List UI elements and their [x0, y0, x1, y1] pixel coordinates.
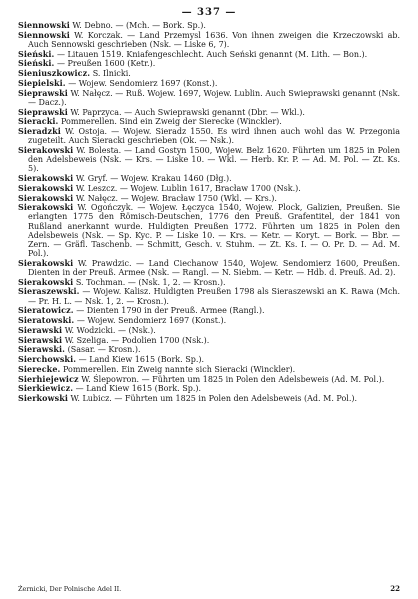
footer-source: Żernicki, Der Polnische Adel II. [18, 585, 122, 593]
entry-surname: Sierakowski [18, 173, 74, 184]
entry-text: — Litauen 1519. Kniafengeschlecht. Auch Seński genannt (M. Lith. — Bon.). [56, 49, 368, 59]
entry-text: Pommerellen. Sind ein Zweig der Sierecke (Winckler). [61, 117, 282, 127]
entry-text: W. Ogończyk. — Wojew. Łęczyca 1540, Wojew. Plock, Galizien, Preußen. Sie erlangten 1775 den Römisch-Deutschen, 1776 den Preuß. Grafentitel, der 1841 von Rußland anerkannt wurde. Huldigten Preußen 1772. Führten um 1825 in Polen den Adelsbeweis (Nsk. — Sp. Kyc. P. — Liske 10. — Krs. — Ketr. — Koryt. — Bork. — Bbr. — Zern. — Gräfl. Taschenb. — Schmitt, Gesch. v. Stuhm. — Zt. Ks. I. — O. Pr. D. — Ad. M. Pol.). [28, 203, 401, 259]
entry-text: W. Gryf. — Wojew. Krakau 1460 (Dłg.). [75, 174, 232, 184]
entry-text: W. Bolesta. — Land Gostyn 1500, Wojew. Belz 1620. Führten um 1825 in Polen den Adelsbeweis (Nsk. — Krs. — Liske 10. — Wkl. — Herb. Kr. P. — Ad. M. Pol. — Zt. Ks. 5). [28, 145, 401, 174]
list-item [18, 117, 400, 126]
list-item [18, 355, 400, 364]
list-item [18, 394, 400, 403]
entry-surname: Sierawski [18, 324, 63, 335]
list-item [18, 79, 400, 88]
entry-text: W. Lubicz. — Führten um 1825 in Polen den Adelsbeweis (Ad. M. Pol.). [70, 394, 358, 404]
entry-text: W. Szeliga. — Podolien 1700 (Nsk.). [64, 335, 210, 345]
entry-text: — Wojew. Sendomierz 1697 (Konst.). [68, 78, 218, 88]
list-item [18, 384, 400, 393]
list-item [18, 316, 400, 325]
entry-surname: Sierakowski [18, 202, 74, 213]
entry-text: — Land Kiew 1615 (Bork. Sp.). [75, 384, 202, 394]
entry-text: — Wojew. Kalisz. Huldigten Preußen 1798 als Sieraszewski an K. Rawa (Mch. — Pr. H. L. — Nsk. 1, 2. — Krosn.). [28, 287, 400, 306]
entry-surname: Sieprawski [18, 87, 68, 98]
list-item [18, 50, 400, 59]
entry-text: W. Prawdzic. — Land Ciechanow 1540, Wojew. Sendomierz 1600, Preußen. Dienten in der Preuß. Armee (Nsk. — Rangl. — N. Siebm. — Ketr. — Hdb. d. Preuß. Ad. 2). [28, 258, 400, 277]
entry-surname: Sierakowski [18, 192, 74, 203]
list-item [18, 21, 400, 30]
entry-surname: Sierakowski [18, 144, 74, 155]
entry-surname: Sierawski [18, 334, 63, 345]
entry-text: W. Paprzyca. — Auch Swieprawski genannt (Dbr. — Wkl.). [70, 107, 305, 117]
list-item [18, 174, 400, 183]
list-item [18, 108, 400, 117]
list-item [18, 259, 400, 277]
list-item [18, 306, 400, 315]
entry-surname: Siepielski. [18, 77, 66, 88]
entry-surname: Sierawski. [18, 344, 66, 355]
list-item [18, 69, 400, 78]
list-item [18, 146, 400, 173]
entry-text: W. Nałęcz. — Wojew. Bracław 1750 (Wkl. — Krs.). [75, 193, 277, 203]
page-number: — 337 — [181, 7, 237, 18]
entry-surname: Sierchowski. [18, 354, 77, 365]
entry-text: W. Ostoja. — Wojew. Sieradz 1550. Es wird ihnen auch wohl das W. Przegonia zugeteilt. Auch Sieracki geschrieben (Ok. — Nsk.). [28, 127, 400, 146]
entry-text: — Wojew. Sendomierz 1697 (Konst.). [76, 316, 227, 326]
entry-text: — Preußen 1600 (Ketr.). [56, 59, 156, 69]
entry-text: — Dienten 1790 in der Preuß. Armee (Rangl.). [76, 306, 265, 316]
entry-surname: Sieradzki [18, 126, 61, 137]
entry-text: W. Ślepowron. — Führten um 1825 in Polen den Adelsbeweis (Ad. M. Pol.). [81, 374, 385, 384]
footer-signature: 22 [390, 584, 400, 593]
list-item [18, 194, 400, 203]
list-item [18, 184, 400, 193]
entry-surname: Sierkiewicz. [18, 383, 74, 394]
list-item [18, 127, 400, 145]
entry-text: W. Debno. — (Mch. — Bork. Sp.). [72, 21, 206, 30]
entry-text: — Land Kiew 1615 (Bork. Sp.). [78, 355, 205, 365]
list-item [18, 287, 400, 305]
page-footer [18, 585, 400, 593]
list-item [18, 326, 400, 335]
list-item [18, 375, 400, 384]
entry-text: W. Wodzicki. — (Nsk.). [64, 325, 156, 335]
entry-text: W. Nałęcz. — Ruß. Wojew. 1697, Wojew. Lublin. Auch Swieprawski genannt (Nsk. — Dacz.). [28, 88, 401, 107]
entry-surname: Sieracki. [18, 116, 59, 127]
entry-surname: Siennowski [18, 20, 70, 30]
entry-text: W. Korczak. — Land Przemysl 1636. Von ihnen zweigen die Krzeczowski ab. Auch Sennowski geschrieben (Nsk. — Liske 6, 7). [28, 30, 401, 49]
entry-text: S. Tochman. — (Nsk. 1, 2. — Krosn.). [75, 277, 226, 287]
list-item [18, 336, 400, 345]
entry-surname: Sieratowicz. [18, 305, 74, 316]
entry-surname: Sierakowski [18, 257, 74, 268]
entry-surname: Siennowski [18, 29, 70, 40]
entry-surname: Sieński. [18, 48, 55, 59]
entry-text: Pommerellen. Ein Zweig nannte sich Sieracki (Winckler). [62, 364, 296, 374]
entry-surname: Sierecke. [18, 363, 61, 374]
entry-surname: Sierakowski [18, 182, 74, 193]
list-item [18, 203, 400, 258]
entry-surname: Sieratowski. [18, 315, 75, 326]
entry-surname: Sierhiejewicz [18, 373, 79, 384]
entry-surname: Sierkowski [18, 393, 68, 404]
entry-surname: Sieraszewski. [18, 286, 80, 297]
list-item [18, 31, 400, 49]
entry-surname: Sieniuszkowicz. [18, 68, 91, 79]
entry-surname: Sieński. [18, 58, 55, 69]
entry-list [18, 21, 400, 403]
list-item [18, 89, 400, 107]
entry-text: W. Leszcz. — Wojew. Lublin 1617, Bracław 1700 (Nsk.). [75, 183, 301, 193]
entry-surname: Sieprawski [18, 106, 68, 117]
entry-surname: Sierakowski [18, 276, 74, 287]
entry-text: S. Ilnicki. [92, 69, 131, 79]
entry-text: (Sasar. — Krosn.). [67, 345, 141, 355]
